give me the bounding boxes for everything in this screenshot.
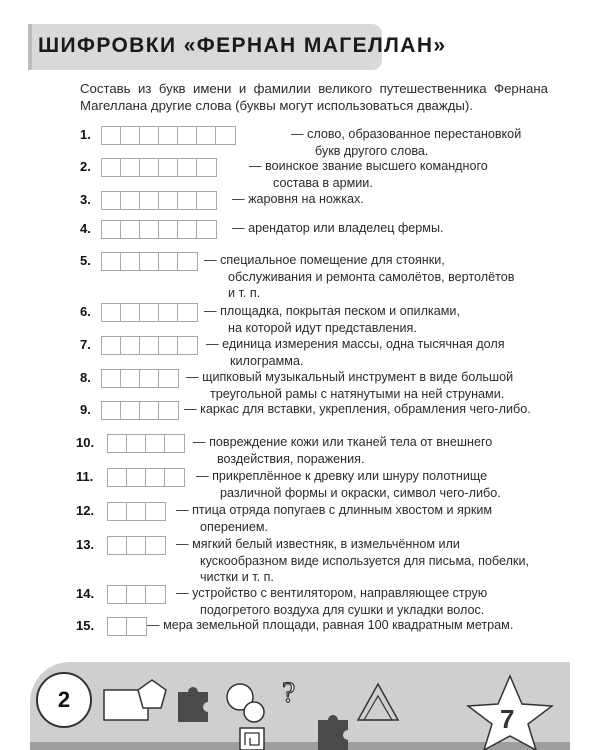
definition-line: — птица отряда попугаев с длинным хвостом и ярким	[176, 503, 493, 517]
definition-line: различной формы и окраски, символ чего-либо.	[220, 485, 501, 500]
definition-line: обслуживания и ремонта самолётов, вертолётов	[228, 269, 515, 284]
circle-small-icon	[244, 702, 264, 722]
question-number: 9.	[80, 402, 91, 417]
question-number: 14.	[76, 586, 95, 601]
question-number: 2.	[80, 159, 91, 174]
definition-line: — прикреплённое к древку или шнуру полотнище	[196, 469, 488, 483]
definition-line: чистки и т. п.	[200, 570, 274, 584]
question-number: 3.	[80, 192, 91, 207]
question-number: 4.	[80, 221, 91, 236]
maze-icon	[240, 728, 264, 750]
star-seven-icon: 7	[500, 704, 515, 734]
definition-line: — щипковый музыкальный инструмент в виде большой	[186, 370, 514, 384]
definition-line: — каркас для вставки, укрепления, обрамления чего-либо.	[184, 402, 531, 416]
question-number: 15.	[76, 618, 95, 633]
definition-line: на которой идут представления.	[228, 320, 417, 335]
question-number: 6.	[80, 304, 91, 319]
definition-line: — повреждение кожи или тканей тела от внешнего	[193, 435, 493, 449]
page-title: ШИФРОВКИ «ФЕРНАН МАГЕЛЛАН»	[38, 34, 447, 57]
instructions-text: Составь из букв имени и фамилии великого путешественника Фернана Магеллана другие слова (буквы могут использоваться дважды).	[80, 81, 548, 113]
question-number: 5.	[80, 253, 91, 268]
definition-line: состава в армии.	[273, 175, 373, 190]
definition-line: подогретого воздуха для сушки и укладки волос.	[200, 602, 485, 617]
question-number: 11.	[76, 469, 94, 484]
page-number: 2	[36, 672, 92, 728]
question-mark-icon: ?	[282, 676, 296, 709]
definition-line: — мягкий белый известняк, в измельчённом или	[176, 537, 460, 551]
definition-line: оперением.	[200, 519, 268, 534]
definition-line: килограмма.	[230, 353, 304, 368]
question-number: 13.	[76, 537, 95, 552]
definition-line: треугольной рамы с натянутыми на ней струнами.	[210, 386, 505, 401]
puzzle-icon-2	[318, 715, 348, 750]
definition-line: — единица измерения массы, одна тысячная доля	[206, 337, 505, 351]
pentagon-icon	[138, 680, 166, 708]
definition-line: — мера земельной площади, равная 100 квадратным метрам.	[147, 618, 514, 632]
definition-line: букв другого слова.	[315, 143, 429, 158]
definition-line: — жаровня на ножках.	[232, 192, 364, 206]
question-number: 8.	[80, 370, 91, 385]
definition-line: воздействия, поражения.	[217, 451, 365, 466]
definition-line: — площадка, покрытая песком и опилками,	[204, 304, 460, 318]
question-number: 7.	[80, 337, 91, 352]
definition-line: кускообразном виде используется для письма, побелки,	[200, 553, 529, 568]
definition-line: — арендатор или владелец фермы.	[232, 221, 444, 235]
question-number: 12.	[76, 503, 95, 518]
definition-line: — воинское звание высшего командного	[249, 159, 488, 173]
question-number: 1.	[80, 127, 91, 142]
triangle-icon	[358, 684, 398, 720]
definition-line: — специальное помещение для стоянки,	[204, 253, 445, 267]
definition-line: — слово, образованное перестановкой	[291, 127, 522, 141]
question-number: 10.	[76, 435, 95, 450]
puzzle-icon	[178, 687, 208, 722]
definition-line: и т. п.	[228, 286, 261, 300]
definition-line: — устройство с вентилятором, направляющее струю	[176, 586, 488, 600]
